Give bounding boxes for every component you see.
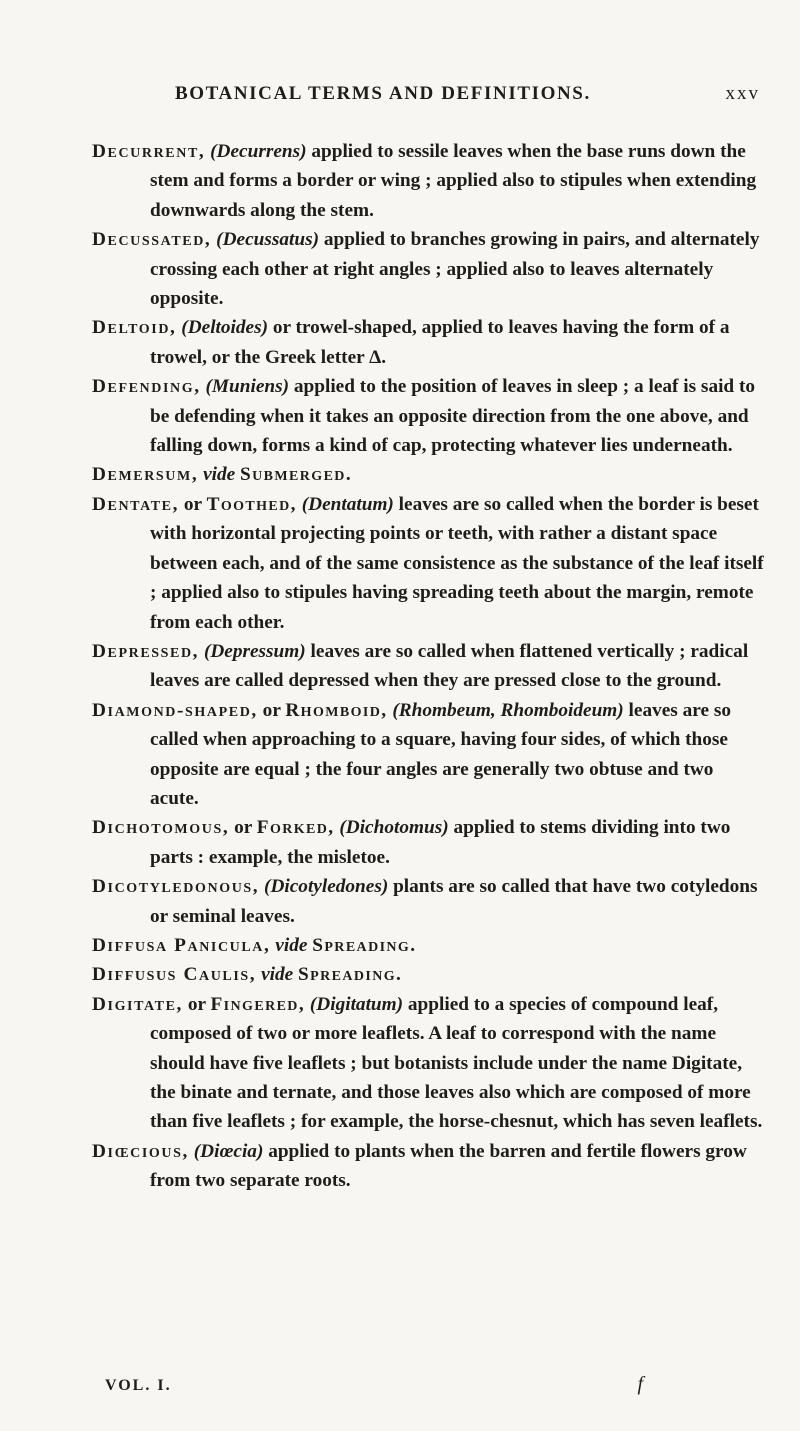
entry-alternate-term: Spreading. [298,964,403,986]
glossary-entry [92,372,764,460]
entry-or: or [183,493,202,515]
glossary-entry [92,872,764,931]
glossary-entries [92,137,764,1196]
glossary-entry [92,225,764,313]
glossary-entry [92,1137,764,1196]
entry-term: Depressed, [92,640,200,662]
entry-alternate-term: Spreading. [312,934,417,956]
glossary-entry [92,990,764,1137]
entry-definition: applied to branches growing in pairs, and alternately crossing each other at right angles ; applied also to leaves alternately opposite. [150,229,760,310]
glossary-entry [92,313,764,372]
entry-term: Digitate, [92,993,183,1015]
entry-latin-name: (Decussatus) [216,229,320,251]
glossary-entry [92,460,764,489]
glossary-entry [92,696,764,814]
entry-definition: leaves are so called when the border is beset with horizontal projecting points or teeth, with rather a distant space between each, and of the same consistence as the substance of the leaf itself ; applied also to stipules having spreading teeth about the margin, remote from each other. [150,493,764,633]
entry-vide: vide [203,464,236,486]
glossary-entry [92,960,764,989]
glossary-entry [92,637,764,696]
glossary-entry [92,813,764,872]
entry-term: Decurrent, [92,141,206,162]
entry-definition: applied to a species of compound leaf, composed of two or more leaflets. A leaf to correspond with the name should have five leaflets ; but botanists include under the name Digitate, the binate and ternate, and those leaves also which are composed of more than five leaflets ; for example, the horse-chesnut, which has seven leaflets. [150,993,763,1133]
entry-definition: applied to stems dividing into two parts : example, the misletoe. [150,817,731,868]
entry-alternate-term: Rhomboid, [285,699,388,721]
entry-term: Defending, [92,376,201,398]
entry-latin-name: (Dentatum) [301,493,394,515]
entry-definition: or trowel-shaped, applied to leaves having the form of a trowel, or the Greek letter Δ. [150,317,730,368]
signature-letter: f [637,1373,645,1395]
entry-definition: leaves are so called when flattened vertically ; radical leaves are called depressed when they are pressed close to the ground. [150,640,749,692]
entry-latin-name: (Muniens) [205,376,290,398]
volume-signature: VOL. I. [105,1377,172,1394]
entry-definition: plants are so called that have two cotyledons or seminal leaves. [150,876,758,927]
running-head-title: BOTANICAL TERMS AND DEFINITIONS. [175,83,591,104]
entry-term: Dentate, [92,493,180,515]
entry-vide: vide [275,934,308,956]
entry-alternate-term: Fingered, [210,993,306,1015]
glossary-entry [92,490,764,637]
glossary-entry [92,137,764,225]
entry-latin-name: (Deltoides) [181,317,269,339]
entry-definition: applied to the position of leaves in sleep ; a leaf is said to be defending when it takes an opposite direction from the one above, and falling down, forms a kind of cap, protecting whatever lies underneath. [150,376,756,457]
entry-term: Diffusus Caulis, [92,964,257,986]
entry-or: or [262,699,281,721]
entry-latin-name: (Digitatum) [309,993,404,1015]
entry-definition: leaves are so called when approaching to a square, having four sides, of which those opposite are equal ; the four angles are generally two obtuse and two acute. [150,699,731,809]
glossary-entry [92,931,764,960]
entry-term: Diamond-shaped, [92,699,258,721]
entry-term: Demersum, [92,464,199,486]
entry-latin-name: (Depressum) [203,640,306,662]
entry-latin-name: (Diœcia) [193,1140,264,1162]
entry-term: Diffusa Panicula, [92,934,271,956]
entry-latin-name: (Rhombeum, Rhomboideum) [392,699,624,721]
entry-term: Dichotomous, [92,817,230,839]
entry-latin-name: (Dicotyledones) [264,876,389,898]
entry-or: or [234,817,252,839]
entry-alternate-term: Submerged. [240,464,353,486]
entry-term: Diœcious, [92,1140,189,1162]
entry-vide: vide [261,964,294,986]
entry-term: Decussated, [92,229,212,251]
entry-or: or [187,993,206,1015]
entry-alternate-term: Toothed, [206,493,297,515]
page-number: xxv [725,83,760,104]
entry-term: Deltoid, [92,317,177,339]
entry-definition: applied to plants when the barren and fertile flowers grow from two separate roots. [150,1140,747,1192]
entry-term: Dicotyledonous, [92,876,260,898]
entry-latin-name: (Decurrens) [210,141,307,162]
entry-alternate-term: Forked, [256,817,335,839]
entry-latin-name: (Dichotomus) [339,817,449,839]
entry-definition: applied to sessile leaves when the base runs down the stem and forms a border or wing ; applied also to stipules when extending downwards along the stem. [150,141,757,221]
